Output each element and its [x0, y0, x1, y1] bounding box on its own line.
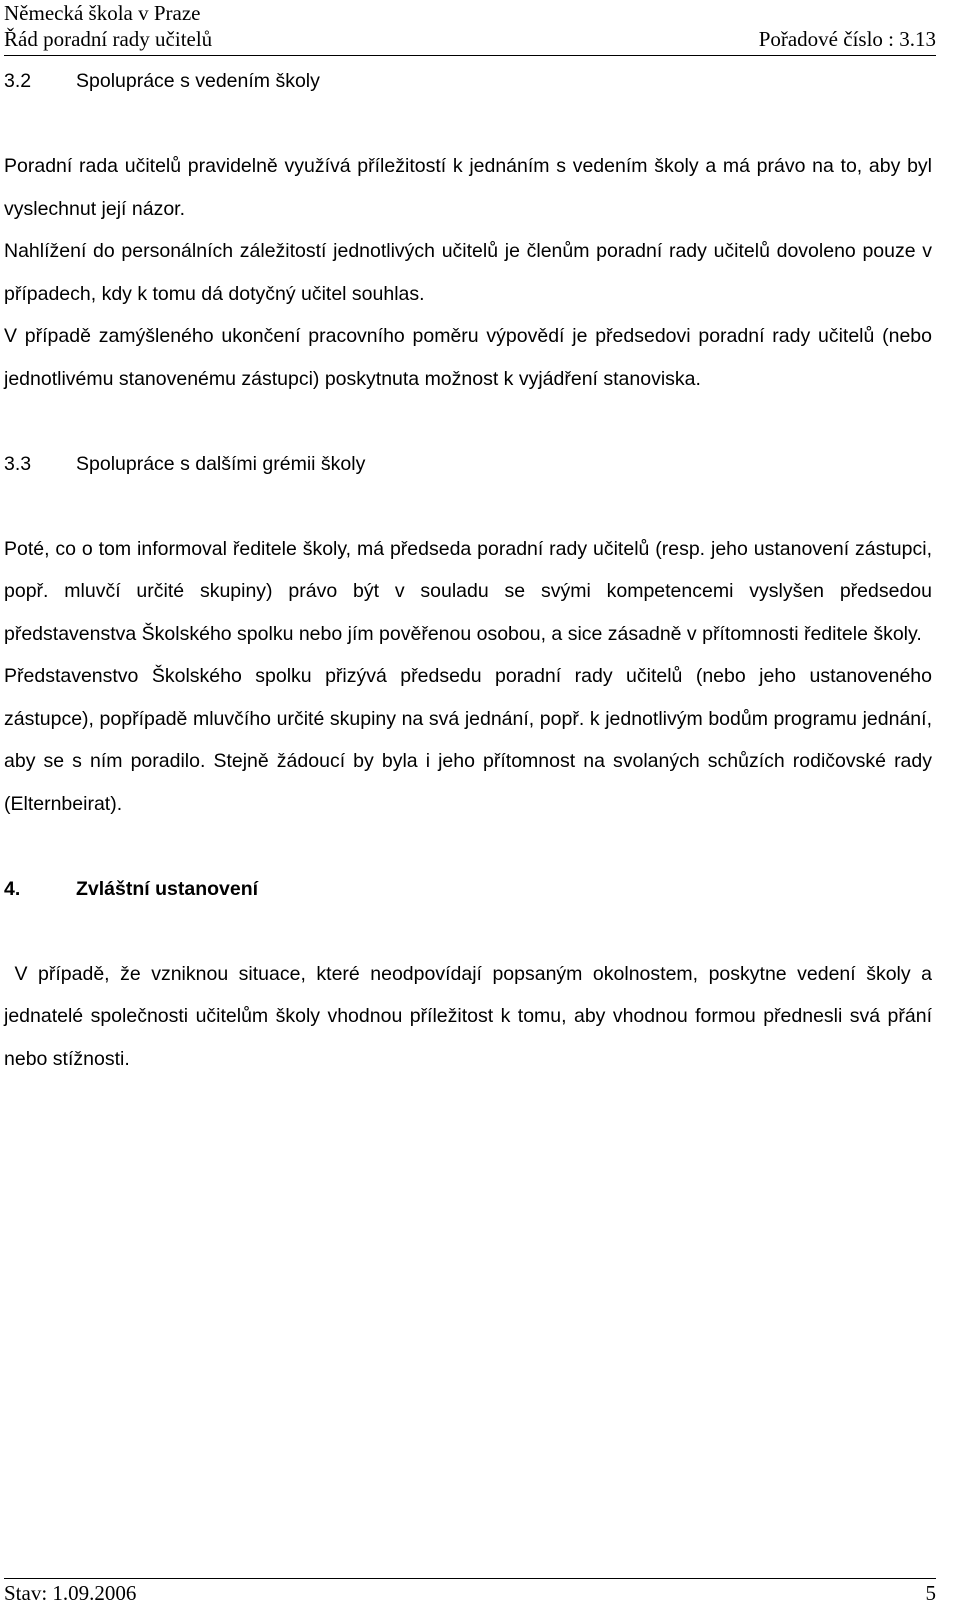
header-divider: [4, 55, 936, 56]
status-date: Stav: 1.09.2006: [4, 1581, 137, 1605]
school-name: Německá škola v Praze: [4, 1, 201, 25]
header-row-2: [4, 26, 936, 52]
section-heading-3-3: [4, 443, 932, 486]
paragraph: Představenstvo Školského spolku přizývá předsedu poradní rady učitelů (nebo jeho ustanoveného zástupce), popřípadě mluvčího určité skupiny na svá jednání, popř. k jednotlivým bodům programu jednání, aby se s ním poradilo. Stejně žádoucí by byla i jeho přítomnost na svolaných schůzích rodičovské rady (Elternbeirat).: [4, 665, 932, 815]
section-number: 3.2: [4, 70, 32, 92]
page-header: [4, 0, 936, 52]
paragraph: Poradní rada učitelů pravidelně využívá příležitostí k jednáním s vedením školy a má právo na to, aby byl vyslechnut její názor.: [4, 155, 932, 220]
paragraph: V případě, že vzniknou situace, které neodpovídají popsaným okolnostem, poskytne vedení školy a jednatelé společnosti učitelům školy vhodnou příležitost k tomu, aby vhodnou formou přednesli svá přání nebo stížnosti.: [4, 962, 938, 1070]
section-title: Spolupráce s dalšími grémii školy: [76, 452, 366, 475]
spacer: [4, 103, 932, 146]
footer-divider: [4, 1578, 936, 1579]
paragraph: V případě zamýšleného ukončení pracovního poměru výpovědí je předsedovi poradní rady učitelů (nebo jednotlivému stanovenému zástupci) poskytnuta možnost k vyjádření stanoviska.: [4, 325, 932, 390]
document-title: Řád poradní rady učitelů: [4, 27, 213, 51]
page-number: 5: [925, 1581, 936, 1605]
section-heading-3-2: [4, 60, 932, 103]
spacer: [4, 825, 932, 868]
section-title: Zvláštní ustanovení: [76, 877, 259, 900]
spacer: [4, 400, 932, 443]
section-title: Spolupráce s vedením školy: [76, 70, 320, 92]
spacer: [4, 485, 932, 528]
paragraph: Nahlížení do personálních záležitostí jednotlivých učitelů je členům poradní rady učitelů dovoleno pouze v případech, kdy k tomu dá dotyčný učitel souhlas.: [4, 240, 932, 305]
page-footer: [4, 1580, 936, 1606]
order-number: Pořadové číslo : 3.13: [758, 27, 936, 51]
header-row-1: [4, 0, 936, 26]
document-body: [4, 60, 938, 1080]
section-number: 4.: [4, 877, 21, 900]
spacer: [4, 910, 932, 953]
section-number: 3.3: [4, 452, 32, 475]
section-heading-4: [4, 868, 932, 911]
paragraph: Poté, co o tom informoval ředitele školy, má předseda poradní rady učitelů (resp. jeho ustanovení zástupci, popř. mluvčí určité skupiny) právo být v souladu se svými kompetencemi vyslyšen předsedou představenstva Školského spolku nebo jím pověřenou osobou, a sice zásadně v přítomnosti ředitele školy.: [4, 537, 932, 645]
